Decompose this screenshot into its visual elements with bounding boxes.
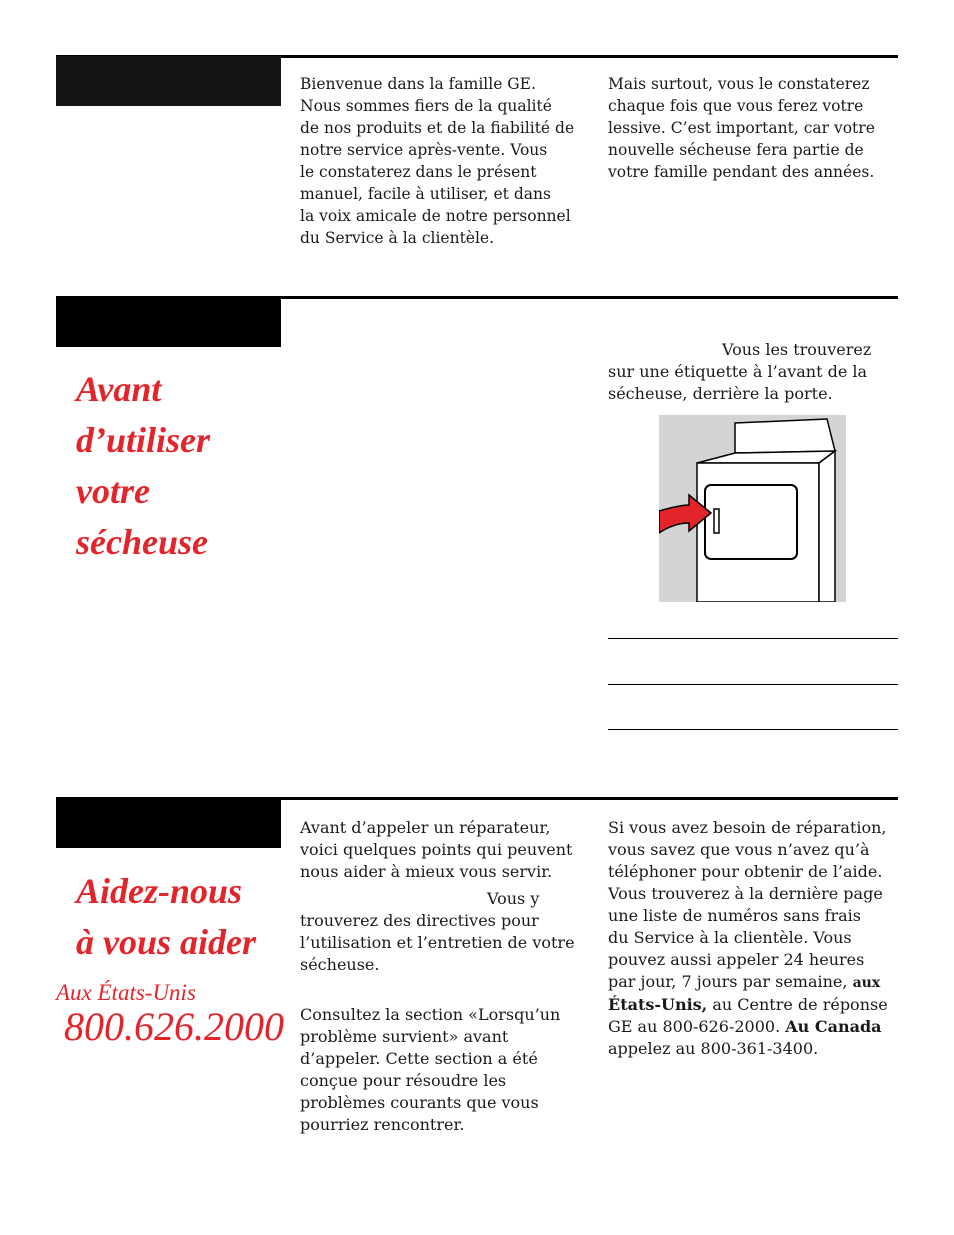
help-text-bold-us: aux xyxy=(852,975,881,991)
welcome-paragraph-2: Mais surtout, vous le constaterez chaque fois que vous ferez votre lessive. C’est important, car votre nouvelle sécheuse fera partie de votre famille pendant des années. xyxy=(608,75,875,181)
before-title: Avant d’utiliser votre sécheuse xyxy=(76,369,211,562)
dryer-illustration-svg xyxy=(659,415,846,602)
help-paragraph-1b-b: trouverez des directives pour l’utilisation et l’entretien de votre sécheuse. xyxy=(300,911,575,974)
help-paragraph-3 xyxy=(608,817,898,1060)
help-title: Aidez-nous à vous aider xyxy=(76,871,256,962)
model-number-line xyxy=(608,638,898,639)
us-phone-number: 800.626.2000 xyxy=(64,1004,284,1049)
help-paragraph-1: Avant d’appeler un réparateur, voici quelques points qui peuvent nous aider à mieux vous servir. xyxy=(300,818,573,881)
purchase-date-line xyxy=(608,729,898,730)
help-text-a: Si vous avez besoin de réparation, vous savez que vous n’avez qu’à téléphoner pour obtenir de l’aide. Vous trouverez à la dernière page une liste de numéros sans frais du Service à la clientèle. Vous pouvez aussi appeler 24 heures par jour, 7 jours par semaine, xyxy=(608,818,887,991)
dryer-label-location-illustration xyxy=(659,415,846,602)
help-paragraph-2: Consultez la section «Lorsqu’un problème survient» avant d’appeler. Cette section a été conçue pour résoudre les problèmes courants que vous pourriez rencontrer. xyxy=(300,1005,561,1134)
help-text-c: au Centre de réponse GE au 800-626-2000. xyxy=(608,995,888,1036)
welcome-paragraph-1: Bienvenue dans la famille GE. Nous sommes fiers de la qualité de nos produits et de la fiabilité de notre service après-vente. Vous le constaterez dans le présent manuel, facile à utiliser, et dans la voix amicale de notre personnel du Service à la clientèle. xyxy=(300,75,575,247)
section-tab-welcome xyxy=(56,56,281,106)
dryer-top xyxy=(697,451,835,463)
label-location-text-a: Vous les trouverez xyxy=(722,340,872,359)
section-tab-before xyxy=(56,297,281,347)
help-paragraph-1b-a: Vous y xyxy=(487,889,540,908)
help-text-e: appelez au 800-361-3400. xyxy=(608,1039,819,1058)
dryer-side xyxy=(819,451,835,602)
dryer-control-panel xyxy=(735,419,835,453)
us-label: Aux États-Unis xyxy=(56,980,196,1005)
help-text-bold-us-2: États-Unis, xyxy=(608,995,708,1014)
section-tab-help xyxy=(56,798,281,848)
door-handle xyxy=(714,509,719,533)
serial-number-line xyxy=(608,684,898,685)
help-text-bold-canada: Au Canada xyxy=(785,1017,882,1036)
label-location-text-b: sur une étiquette à l’avant de la sécheuse, derrière la porte. xyxy=(608,362,868,403)
